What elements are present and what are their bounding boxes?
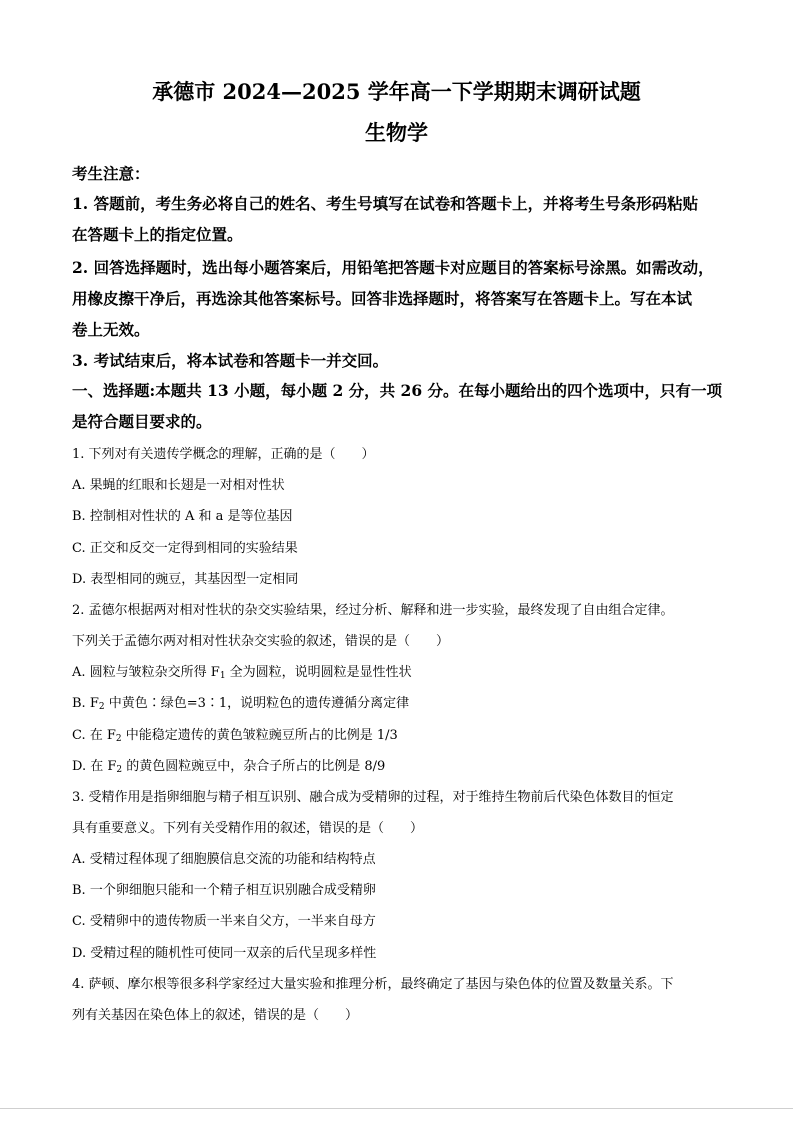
q1-stem: 1. 下列对有关遗传学概念的理解，正确的是（ ） [72,447,375,462]
q1-option-a: A. 果蝇的红眼和长翅是一对相对性状 [72,478,285,493]
notice-heading: 考生注意： [72,164,150,183]
q2-option-c: C. 在 $F_2$ 中能稳定遗传的黄色皱粒豌豆所占的比例是 1/3 [72,728,398,744]
q3-option-a: A. 受精过程体现了细胞膜信息交流的功能和结构特点 [72,852,376,867]
q2-option-d: D. 在 $F_2$ 的黄色圆粒豌豆中，杂合子所占的比例是 8/9 [72,759,386,775]
q1-option-d: D. 表型相同的豌豆，其基因型一定相同 [72,572,299,587]
notice-item-2-line-2: 用橡皮擦干净后，再选涂其他答案标号。回答非选择题时，将答案写在答题卡上。写在本试 [72,289,693,308]
q3-option-d: D. 受精过程的随机性可使同一双亲的后代呈现多样性 [72,946,377,961]
q3-stem-line-1: 3. 受精作用是指卵细胞与精子相互识别、融合成为受精卵的过程，对于维持生物前后代染色体数目的恒定 [72,790,674,805]
q4-stem-line-2: 列有关基因在染色体上的叙述，错误的是（ ） [72,1008,359,1023]
notice-item-1-line-2: 在答题卡上的指定位置。 [72,225,243,244]
q2-stem-line-2: 下列关于孟德尔两对相对性状杂交实验的叙述，错误的是（ ） [72,634,450,649]
q3-option-c: C. 受精卵中的遗传物质一半来自父方，一半来自母方 [72,914,376,929]
q3-stem-line-2: 具有重要意义。下列有关受精作用的叙述，错误的是（ ） [72,821,424,836]
notice-item-2-line-1: 2. 回答选择题时，选出每小题答案后，用铅笔把答题卡对应题目的答案标号涂黑。如需改动， [72,258,714,277]
q1-option-b: B. 控制相对性状的 A 和 a 是等位基因 [72,509,293,524]
q3-option-b: B. 一个卵细胞只能和一个精子相互识别融合成受精卵 [72,883,376,898]
q1-option-c: C. 正交和反交一定得到相同的实验结果 [72,541,298,556]
q2-option-b: B. $F_2$ 中黄色∶绿色=3∶1，说明粒色的遗传遵循分离定律 [72,696,410,712]
section-heading-line-2: 是符合题目要求的。 [72,412,212,431]
notice-item-1-line-1: 1. 答题前，考生务必将自己的姓名、考生号填写在试卷和答题卡上，并将考生号条形码粘贴 [72,194,699,213]
q4-stem-line-1: 4. 萨顿、摩尔根等很多科学家经过大量实验和推理分析，最终确定了基因与染色体的位置及数量关系。下 [72,977,674,992]
exam-title: 承德市 2024—2025 学年高一下学期期末调研试题 [152,79,641,104]
section-heading-line-1: 一、选择题:本题共 13 小题，每小题 2 分，共 26 分。在每小题给出的四个选项中，只有一项 [72,381,723,400]
notice-item-3: 3. 考试结束后，将本试卷和答题卡一并交回。 [72,351,389,370]
q2-option-a: A. 圆粒与皱粒杂交所得 $F_1$ 全为圆粒，说明圆粒是显性性状 [72,665,412,681]
notice-item-2-line-3: 卷上无效。 [72,320,150,339]
q2-stem-line-1: 2. 孟德尔根据两对相对性状的杂交实验结果，经过分析、解释和进一步实验，最终发现了自由组合定律。 [72,603,674,618]
subject-title: 生物学 [365,120,428,145]
page-bottom-divider [0,1108,793,1109]
